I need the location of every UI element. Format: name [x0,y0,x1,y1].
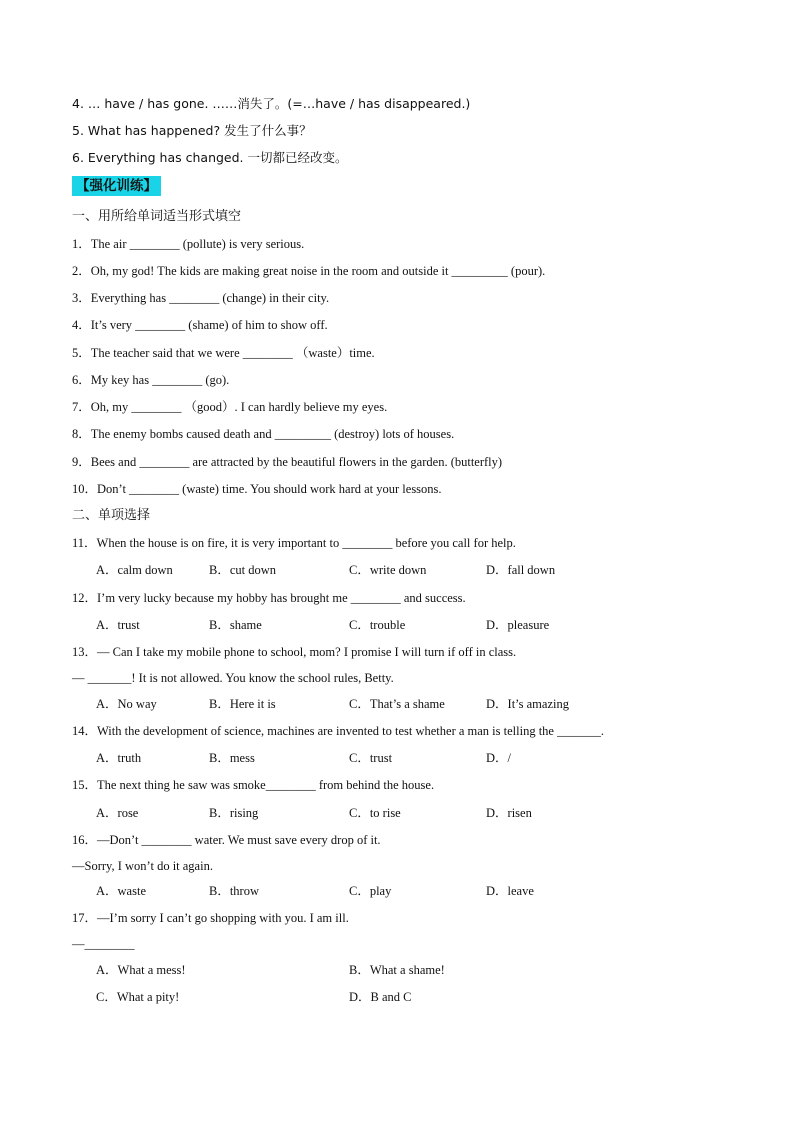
intro-line-5: 5. What has happened? 发生了什么事？ [72,123,312,138]
question-17-option-c: C．What a pity! [96,990,180,1004]
question-16-option-d: D．leave [486,884,534,898]
question-14-option-b: B．mess [209,751,255,765]
question-15-option-b: B．rising [209,806,259,820]
question-11-option-c: C．write down [349,563,427,577]
question-11-option-d: D．fall down [486,563,556,577]
section-2-title: 二、单项选择 [72,508,151,523]
section-badge: 【强化训练】 [72,176,161,196]
question-16-stem: 16．—Don’t ________ water. We must save every drop of it. [72,833,381,847]
question-15-option-d: D．risen [486,806,532,820]
fill-item-4: 4．It’s very ________ (shame) of him to show off. [72,318,328,332]
question-14-option-a: A．truth [96,751,142,765]
intro-line-6: 6. Everything has changed. 一切都已经改变。 [72,150,348,165]
question-14-option-d: D．/ [486,751,512,765]
question-13-option-a: A．No way [96,697,157,711]
question-17-stem: 17．—I’m sorry I can’t go shopping with you. I am ill. [72,911,349,925]
question-16-stem-2: —Sorry, I won’t do it again. [72,859,213,873]
question-13-option-b: B．Here it is [209,697,276,711]
question-16-option-a: A．waste [96,884,146,898]
intro-line-4: 4. … have / has gone. ……消失了。(=…have / has disappeared.) [72,96,471,111]
fill-item-5: 5．The teacher said that we were ________ （waste）time. [72,346,375,360]
fill-item-3: 3．Everything has ________ (change) in their city. [72,291,330,305]
question-13-option-d: D．It’s amazing [486,697,569,711]
question-11-option-b: B．cut down [209,563,277,577]
question-14-stem: 14．With the development of science, machines are invented to test whether a man is telling the _______. [72,724,604,738]
question-16-option-b: B．throw [209,884,260,898]
question-12-stem: 12．I’m very lucky because my hobby has brought me ________ and success. [72,591,466,605]
question-14-option-c: C．trust [349,751,393,765]
fill-item-6: 6．My key has ________ (go). [72,373,230,387]
question-17-option-b: B．What a shame! [349,963,445,977]
question-17-option-d: D．B and C [349,990,412,1004]
question-11-stem: 11．When the house is on fire, it is very important to ________ before you call for help. [72,536,516,550]
question-12-option-c: C．trouble [349,618,406,632]
fill-item-2: 2．Oh, my god! The kids are making great noise in the room and outside it _________ (pour). [72,264,546,278]
fill-item-9: 9．Bees and ________ are attracted by the beautiful flowers in the garden. (butterfly) [72,455,503,469]
question-12-option-b: B．shame [209,618,262,632]
question-17-option-a: A．What a mess! [96,963,186,977]
question-15-stem: 15．The next thing he saw was smoke________ from behind the house. [72,778,435,792]
question-16-option-c: C．play [349,884,392,898]
fill-item-7: 7．Oh, my ________ （good）. I can hardly believe my eyes. [72,400,388,414]
question-15-option-c: C．to rise [349,806,401,820]
fill-item-8: 8．The enemy bombs caused death and _________ (destroy) lots of houses. [72,427,455,441]
question-17-stem-2: —________ [72,937,135,951]
section-1-title: 一、用所给单词适当形式填空 [72,209,242,224]
fill-item-1: 1．The air ________ (pollute) is very serious. [72,237,305,251]
question-13-option-c: C．That’s a shame [349,697,445,711]
question-13-stem-2: — _______! It is not allowed. You know the school rules, Betty. [72,671,394,685]
question-12-option-d: D．pleasure [486,618,550,632]
question-11-option-a: A．calm down [96,563,173,577]
question-15-option-a: A．rose [96,806,139,820]
question-12-option-a: A．trust [96,618,140,632]
question-13-stem: 13．— Can I take my mobile phone to school, mom? I promise I will turn if off in class. [72,645,517,659]
fill-item-10: 10．Don’t ________ (waste) time. You should work hard at your lessons. [72,482,442,496]
